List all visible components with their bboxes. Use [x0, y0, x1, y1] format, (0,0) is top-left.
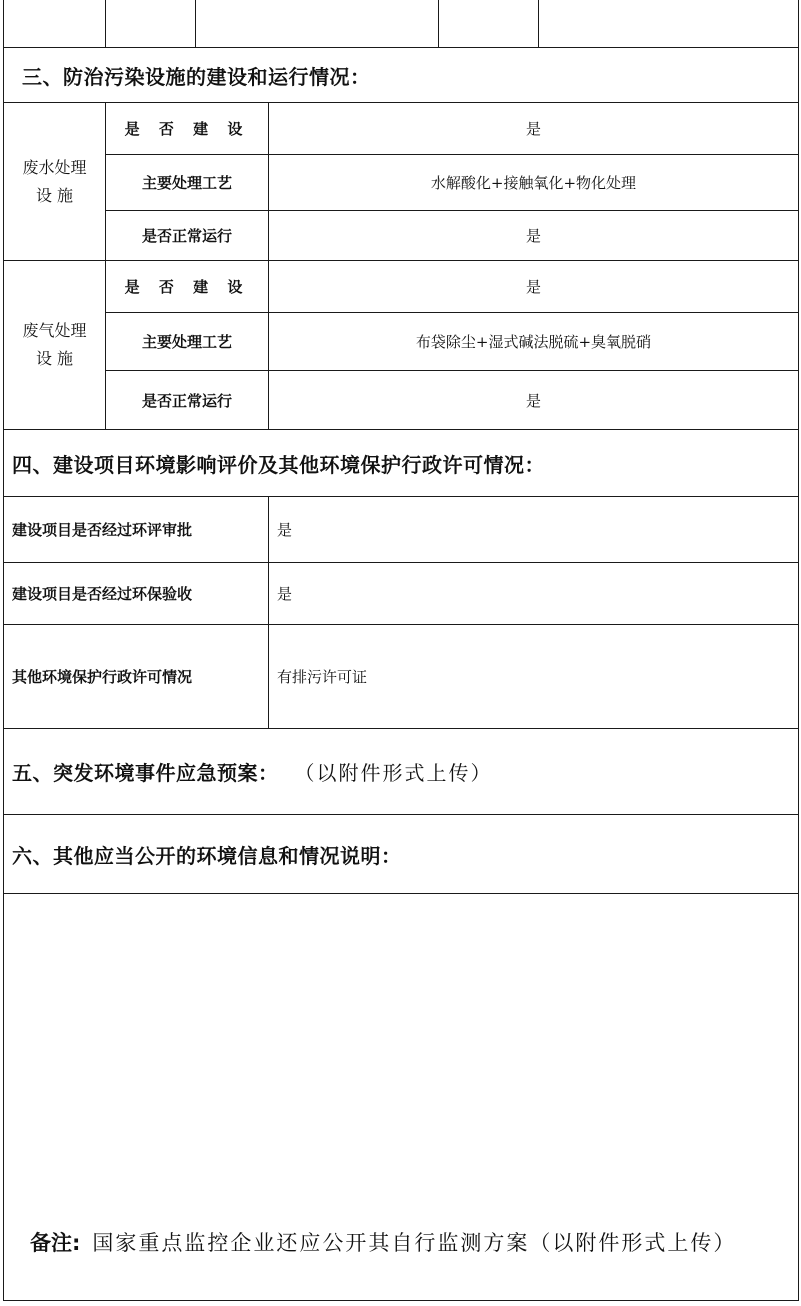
- empty-cell: [539, 0, 798, 47]
- note-row: [30, 1218, 790, 1266]
- value-cell: 是: [277, 521, 293, 539]
- row-divider: [3, 1300, 799, 1301]
- row-label: 主要处理工艺: [141, 174, 232, 192]
- empty-cell: [439, 0, 538, 47]
- section-title-pollution-facilities: 三、防治污染设施的建设和运行情况：: [22, 64, 371, 89]
- group-label-line: 废气处理: [22, 321, 87, 340]
- row-label: 建设项目是否经过环评审批: [12, 521, 193, 539]
- value-cell: 是: [525, 227, 541, 245]
- row-label: 主要处理工艺: [141, 333, 232, 351]
- row-label: 其他环境保护行政许可情况: [12, 668, 193, 686]
- value-cell: 是: [277, 585, 293, 603]
- empty-cell: [4, 0, 105, 47]
- empty-cell: [196, 0, 438, 47]
- row-label: 建设项目是否经过环保验收: [12, 585, 193, 603]
- row-label: 是否正常运行: [141, 227, 232, 245]
- section-title-eia-permits: 四、建设项目环境影响评价及其他环境保护行政许可情况：: [12, 452, 545, 477]
- empty-cell: [106, 0, 195, 47]
- group-label-line: 废水处理: [22, 157, 87, 177]
- row-label: 是 否 建 设: [124, 120, 250, 138]
- note-text: 国家重点监控企业还应公开其自行监测方案（以附件形式上传）: [92, 1231, 737, 1255]
- outer-border-right: [798, 0, 799, 1301]
- col-divider: [268, 496, 269, 728]
- value-cell: 水解酸化+接触氧化+物化处理: [430, 174, 637, 192]
- section-title-emergency-plan: 五、突发环境事件应急预案：: [12, 761, 279, 785]
- group-label-line: 设 施: [35, 349, 74, 368]
- value-cell: 布袋除尘+湿式碱法脱硫+臭氧脱硝: [415, 333, 652, 351]
- exhaust-group-label: [4, 261, 105, 429]
- other-info-content: [12, 894, 792, 1194]
- value-cell: 有排污许可证: [277, 668, 368, 686]
- value-cell: 是: [525, 120, 541, 138]
- row-label: 是 否 建 设: [124, 278, 250, 296]
- section-emergency-plan: [12, 729, 792, 814]
- wastewater-group-label: [4, 103, 105, 260]
- section-title-other-info: 六、其他应当公开的环境信息和情况说明：: [12, 843, 402, 868]
- value-cell: 是: [525, 391, 541, 410]
- attachment-hint: （以附件形式上传）: [294, 761, 493, 785]
- note-label: 备注:: [30, 1231, 81, 1255]
- group-label-line: 设 施: [35, 185, 74, 205]
- row-label: 是否正常运行: [141, 391, 232, 410]
- value-cell: 是: [525, 278, 541, 296]
